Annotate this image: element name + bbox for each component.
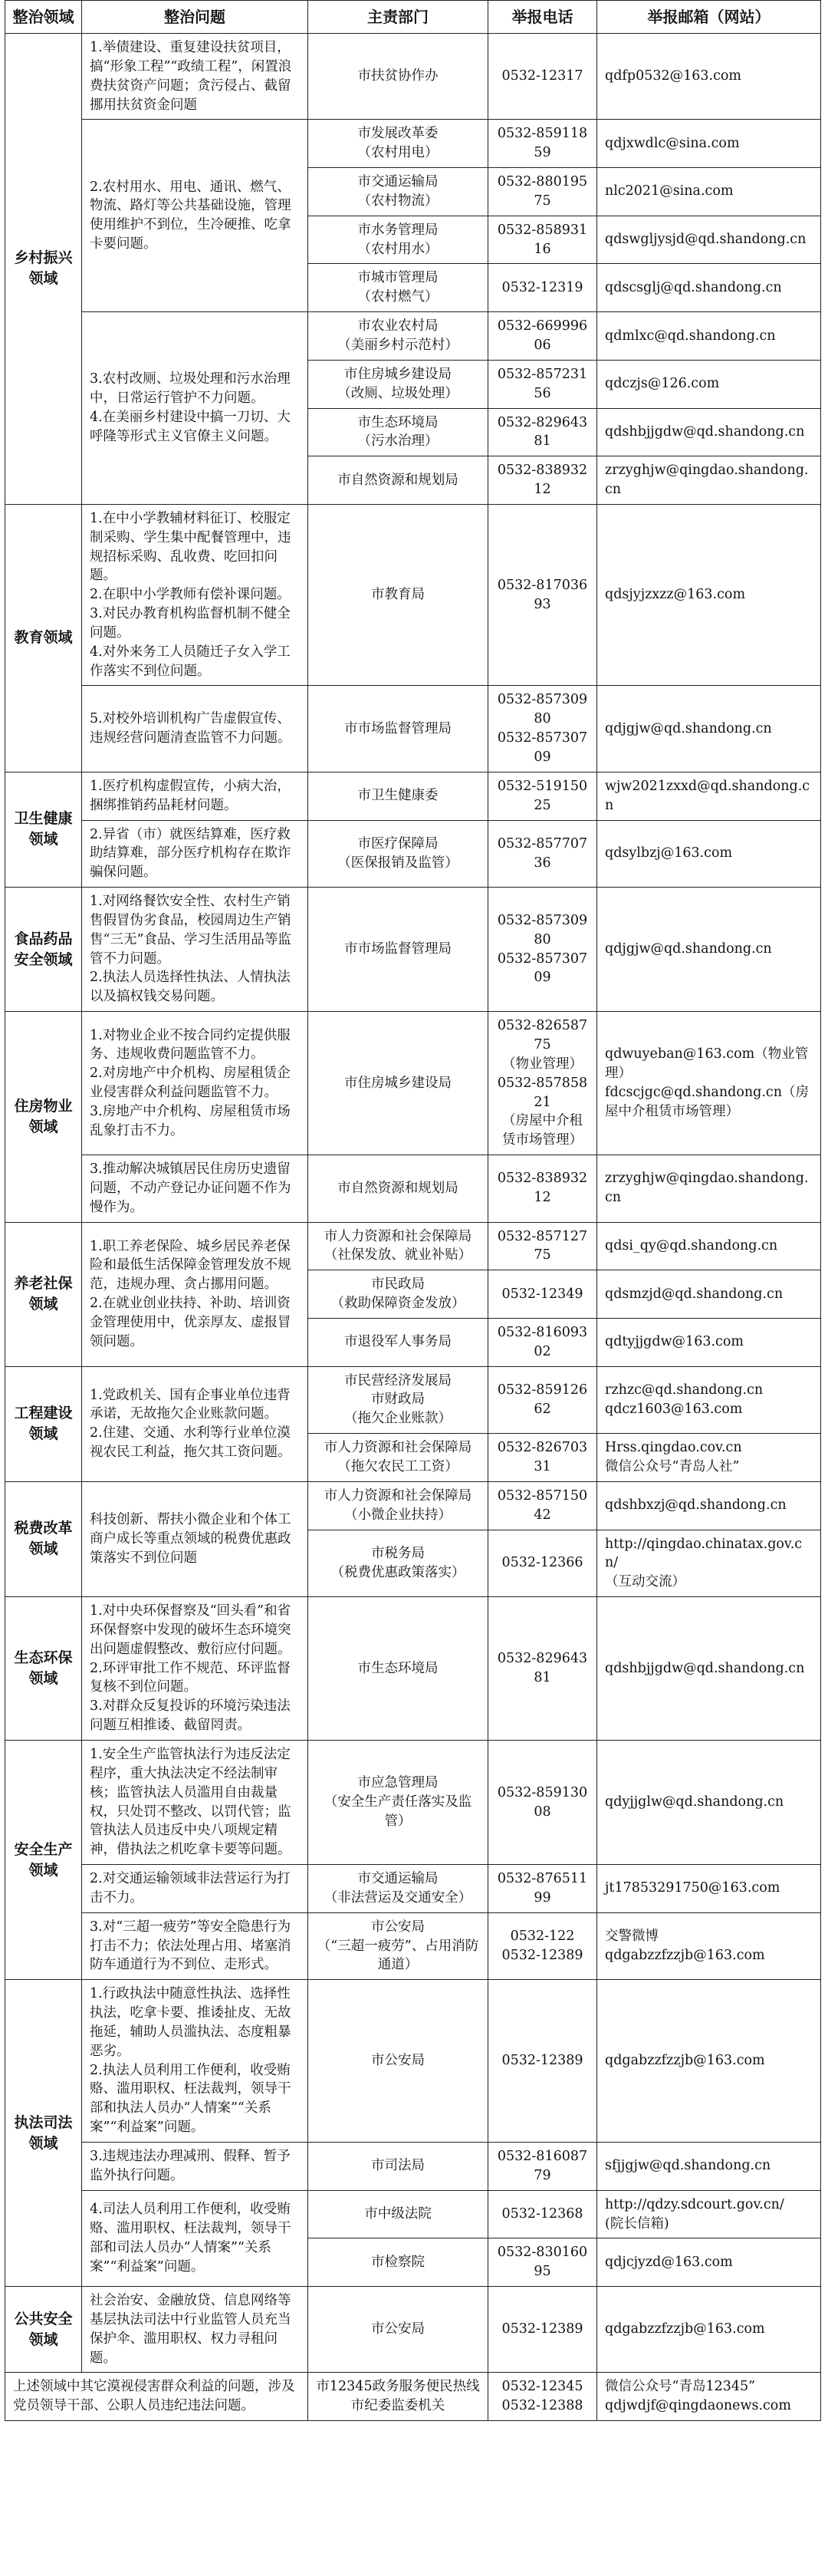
email-cell: qdjcjyzd@163.com xyxy=(597,2238,821,2287)
phone-cell: 0532-66999606 xyxy=(488,312,597,361)
table-row xyxy=(5,1980,821,2143)
email-cell: qdwuyeban@163.com（物业管理） fdcscjgc@qd.shandong.cn（房屋中介租赁市场管理） xyxy=(597,1012,821,1155)
dept-cell: 市医疗保障局 （医保报销及监管） xyxy=(308,820,488,888)
dept-cell: 市应急管理局 （安全生产责任落实及监管） xyxy=(308,1740,488,1864)
phone-cell: 0532-12349 xyxy=(488,1270,597,1319)
issue-cell: 4.司法人员利用工作便利，收受贿赂、滥用职权、枉法裁判，领导干部和司法人员办“人情案”“关系案”“利益案”问题。 xyxy=(82,2190,308,2286)
field-cell: 生态环保 领域 xyxy=(5,1597,82,1741)
table-row xyxy=(5,120,821,168)
dept-cell: 市自然资源和规划局 xyxy=(308,456,488,505)
issue-cell: 1.党政机关、国有企事业单位违背承诺，无故拖欠企业账款问题。 2.住建、交通、水利等行业单位漠视农民工利益，拖欠其工资问题。 xyxy=(82,1366,308,1481)
table-row xyxy=(5,686,821,772)
phone-cell: 0532-85893116 xyxy=(488,216,597,264)
table-row xyxy=(5,2143,821,2191)
phone-cell: 0532-82658775 （物业管理） 0532-85785821 （房屋中介租赁市场管理） xyxy=(488,1012,597,1155)
email-cell: jt17853291750@163.com xyxy=(597,1865,821,1913)
dept-cell: 市水务管理局 （农村用水） xyxy=(308,216,488,264)
issue-cell: 2.农村用水、用电、通讯、燃气、物流、路灯等公共基础设施，管理使用维护不到位，生冷硬推、吃拿卡要问题。 xyxy=(82,120,308,312)
issue-cell: 1.安全生产监管执法行为违反法定程序，重大执法决定不经法制审核；监管执法人员滥用自由裁量权，只处罚不整改、以罚代管；监管执法人员违反中央八项规定精神，借执法之机吃拿卡要等问题。 xyxy=(82,1740,308,1864)
table-row xyxy=(5,772,821,820)
email-cell: http://qingdao.chinatax.gov.cn/ （互动交流） xyxy=(597,1530,821,1597)
field-cell: 食品药品 安全领域 xyxy=(5,888,82,1012)
field-cell: 工程建设 领域 xyxy=(5,1366,82,1481)
table-row xyxy=(5,1912,821,1980)
email-cell: qdshbjjgdw@qd.shandong.cn xyxy=(597,1597,821,1741)
dept-cell: 市自然资源和规划局 xyxy=(308,1155,488,1223)
table-header-row xyxy=(5,1,821,34)
issue-cell: 5.对校外培训机构广告虚假宣传、违规经营问题清查监管不力问题。 xyxy=(82,686,308,772)
dept-cell: 市中级法院 xyxy=(308,2190,488,2238)
dept-cell: 市公安局 xyxy=(308,1980,488,2143)
dept-cell: 市扶贫协作办 xyxy=(308,34,488,120)
header-dept: 主责部门 xyxy=(308,1,488,34)
dept-cell: 市民政局 （救助保障资金发放） xyxy=(308,1270,488,1319)
table-row xyxy=(5,34,821,120)
table-row xyxy=(5,1597,821,1741)
dept-cell: 市人力资源和社会保障局 （社保发放、就业补贴） xyxy=(308,1222,488,1270)
issue-cell: 3.农村改厕、垃圾处理和污水治理中，日常运行管护不力问题。 4.在美丽乡村建设中搞一刀切、大呼隆等形式主义官僚主义问题。 xyxy=(82,312,308,505)
issue-cell: 1.对网络餐饮安全性、农村生产销售假冒伪劣食品，校园周边生产销售“三无”食品、学习生活用品等监管不力问题。 2.执法人员选择性执法、人情执法以及搞权钱交易问题。 xyxy=(82,888,308,1012)
email-cell: qdscsglj@qd.shandong.cn xyxy=(597,264,821,312)
issue-cell: 3.推动解决城镇居民住房历史遗留问题，不动产登记办证问题不作为慢作为。 xyxy=(82,1155,308,1223)
dept-cell: 市检察院 xyxy=(308,2238,488,2287)
email-cell: qdczjs@126.com xyxy=(597,360,821,408)
dept-cell: 市税务局 （税费优惠政策落实） xyxy=(308,1530,488,1597)
dept-cell: 市公安局 xyxy=(308,2287,488,2373)
email-cell: Hrss.qingdao.cov.cn 微信公众号“青岛人社” xyxy=(597,1434,821,1482)
email-cell: zrzyghjw@qingdao.shandong.cn xyxy=(597,1155,821,1223)
field-cell: 税费改革 领域 xyxy=(5,1481,82,1596)
closing-phone-cell: 0532-12345 0532-12388 xyxy=(488,2373,597,2421)
issue-cell: 1.举债建设、重复建设扶贫项目，搞“形象工程”“政绩工程”，闲置浪费扶贫资产问题；贪污侵占、截留挪用扶贫资金问题 xyxy=(82,34,308,120)
phone-cell: 0532-83016095 xyxy=(488,2238,597,2287)
table-row xyxy=(5,1481,821,1530)
dept-cell: 市教育局 xyxy=(308,504,488,686)
email-cell: rzhzc@qd.shandong.cn qdcz1603@163.com xyxy=(597,1366,821,1434)
phone-cell: 0532-85770736 xyxy=(488,820,597,888)
issue-cell: 3.违规违法办理减刑、假释、暂予监外执行问题。 xyxy=(82,2143,308,2191)
email-cell: qdshbjjgdw@qd.shandong.cn xyxy=(597,408,821,456)
field-cell: 养老社保 领域 xyxy=(5,1222,82,1366)
dept-cell: 市司法局 xyxy=(308,2143,488,2191)
issue-cell: 社会治安、金融放贷、信息网络等基层执法司法中行业监管人员充当保护伞、滥用职权、权力寻租问题。 xyxy=(82,2287,308,2373)
phone-cell: 0532-85723156 xyxy=(488,360,597,408)
issue-cell: 科技创新、帮扶小微企业和个体工商户成长等重点领域的税费优惠政策落实不到位问题 xyxy=(82,1481,308,1596)
email-cell: nlc2021@sina.com xyxy=(597,168,821,216)
phone-cell: 0532-85715042 xyxy=(488,1481,597,1530)
dept-cell: 市发展改革委 （农村用电） xyxy=(308,120,488,168)
dept-cell: 市市场监督管理局 xyxy=(308,686,488,772)
dept-cell: 市人力资源和社会保障局 （拖欠农民工工资） xyxy=(308,1434,488,1482)
dept-cell: 市住房城乡建设局 （改厕、垃圾处理） xyxy=(308,360,488,408)
email-cell: qdjgjw@qd.shandong.cn xyxy=(597,888,821,1012)
dept-cell: 市卫生健康委 xyxy=(308,772,488,820)
email-cell: qdsylbzj@163.com xyxy=(597,820,821,888)
phone-cell: 0532-85912662 xyxy=(488,1366,597,1434)
phone-cell: 0532-12368 xyxy=(488,2190,597,2238)
phone-cell: 0532-85730980 0532-85730709 xyxy=(488,888,597,1012)
table-row xyxy=(5,1865,821,1913)
table-body xyxy=(5,34,821,2421)
email-cell: qdjgjw@qd.shandong.cn xyxy=(597,686,821,772)
phone-cell: 0532-51915025 xyxy=(488,772,597,820)
email-cell: qdsi_qy@qd.shandong.cn xyxy=(597,1222,821,1270)
phone-cell: 0532-12366 xyxy=(488,1530,597,1597)
table-row xyxy=(5,1222,821,1270)
field-cell: 公共安全 领域 xyxy=(5,2287,82,2373)
phone-cell: 0532-12317 xyxy=(488,34,597,120)
table-row xyxy=(5,312,821,361)
email-cell: wjw2021zxxd@qd.shandong.cn xyxy=(597,772,821,820)
table-row xyxy=(5,2190,821,2238)
issue-cell: 1.对中央环保督察及“回头看”和省环保督察中发现的破坏生态环境突出问题虚假整改、敷衍应付问题。 2.环评审批工作不规范、环评监督复核不到位问题。 3.对群众反复投诉的环境污染违法问题互相推诿、截留罔责。 xyxy=(82,1597,308,1741)
field-cell: 住房物业 领域 xyxy=(5,1012,82,1222)
phone-cell: 0532-83893212 xyxy=(488,1155,597,1223)
dept-cell: 市交通运输局 （非法营运及交通安全） xyxy=(308,1865,488,1913)
issue-cell: 1.对物业企业不按合同约定提供服务、违规收费问题监管不力。 2.对房地产中介机构、房屋租赁企业侵害群众利益问题监管不力。 3.房地产中介机构、房屋租赁市场乱象打击不力。 xyxy=(82,1012,308,1155)
issue-cell: 2.对交通运输领域非法营运行为打击不力。 xyxy=(82,1865,308,1913)
dept-cell: 市人力资源和社会保障局 （小微企业扶持） xyxy=(308,1481,488,1530)
email-cell: sfjjgjw@qd.shandong.cn xyxy=(597,2143,821,2191)
phone-cell: 0532-12319 xyxy=(488,264,597,312)
phone-cell: 0532-85730980 0532-85730709 xyxy=(488,686,597,772)
table-row xyxy=(5,2287,821,2373)
email-cell: zrzyghjw@qingdao.shandong.cn xyxy=(597,456,821,505)
closing-email-cell: 微信公众号“青岛12345” qdjwdjf@qingdaonews.com xyxy=(597,2373,821,2421)
header-email: 举报邮箱（网站） xyxy=(597,1,821,34)
dept-cell: 市农业农村局 （美丽乡村示范村） xyxy=(308,312,488,361)
issue-cell: 1.在中小学教辅材料征订、校服定制采购、学生集中配餐管理中，违规招标采购、乱收费、吃回扣问题。 2.在职中小学教师有偿补课问题。 3.对民办教育机构监督机制不健全问题。 4.对外来务工人员随迁子女入学工作落实不到位问题。 xyxy=(82,504,308,686)
email-cell: qdmlxc@qd.shandong.cn xyxy=(597,312,821,361)
dept-cell: 市退役军人事务局 xyxy=(308,1318,488,1366)
phone-cell: 0532-85913008 xyxy=(488,1740,597,1864)
email-cell: qdgabzzfzzjb@163.com xyxy=(597,2287,821,2373)
table-row xyxy=(5,504,821,686)
email-cell: qdsjyjzxzz@163.com xyxy=(597,504,821,686)
phone-cell: 0532-82964381 xyxy=(488,1597,597,1741)
email-cell: qdswgljysjd@qd.shandong.cn xyxy=(597,216,821,264)
phone-cell: 0532-88019575 xyxy=(488,168,597,216)
header-issue: 整治问题 xyxy=(82,1,308,34)
field-cell: 安全生产 领域 xyxy=(5,1740,82,1979)
dept-cell: 市公安局 （“三超一疲劳”、占用消防通道） xyxy=(308,1912,488,1980)
header-field: 整治领域 xyxy=(5,1,82,34)
email-cell: qdfp0532@163.com xyxy=(597,34,821,120)
phone-cell: 0532-122 0532-12389 xyxy=(488,1912,597,1980)
issue-cell: 1.医疗机构虚假宣传，小病大治，捆绑推销药品耗材问题。 xyxy=(82,772,308,820)
phone-cell: 0532-81608779 xyxy=(488,2143,597,2191)
phone-cell: 0532-85712775 xyxy=(488,1222,597,1270)
email-cell: qdsmzjd@qd.shandong.cn xyxy=(597,1270,821,1319)
phone-cell: 0532-12389 xyxy=(488,1980,597,2143)
dept-cell: 市民营经济发展局 市财政局 （拖欠企业账款） xyxy=(308,1366,488,1434)
email-cell: 交警微博 qdgabzzfzzjb@163.com xyxy=(597,1912,821,1980)
email-cell: qdgabzzfzzjb@163.com xyxy=(597,1980,821,2143)
email-cell: qdyjjglw@qd.shandong.cn xyxy=(597,1740,821,1864)
table-row xyxy=(5,820,821,888)
issue-cell: 1.行政执法中随意性执法、选择性执法，吃拿卡要、推诿扯皮、无故拖延，辅助人员滥执法、态度粗暴恶劣。 2.执法人员利用工作便利，收受贿赂、滥用职权、枉法裁判，领导干部和执法人员办“人情案”“关系案”“利益案”问题。 xyxy=(82,1980,308,2143)
email-cell: qdtyjjgdw@163.com xyxy=(597,1318,821,1366)
closing-text-cell: 上述领域中其它漠视侵害群众利益的问题，涉及党员领导干部、公职人员违纪违法问题。 xyxy=(5,2373,308,2421)
dept-cell: 市住房城乡建设局 xyxy=(308,1012,488,1155)
dept-cell: 市生态环境局 （污水治理） xyxy=(308,408,488,456)
email-cell: qdjxwdlc@sina.com xyxy=(597,120,821,168)
issue-cell: 1.职工养老保险、城乡居民养老保险和最低生活保障金管理发放不规范，违规办理、贪占挪用问题。 2.在就业创业扶持、补助、培训资金管理使用中，优亲厚友、虚报冒领问题。 xyxy=(82,1222,308,1366)
email-cell: qdshbxzj@qd.shandong.cn xyxy=(597,1481,821,1530)
closing-dept-cell: 市12345政务服务便民热线 市纪委监委机关 xyxy=(308,2373,488,2421)
field-cell: 乡村振兴 领域 xyxy=(5,34,82,505)
table-row xyxy=(5,1366,821,1434)
phone-cell: 0532-12389 xyxy=(488,2287,597,2373)
dept-cell: 市城市管理局 （农村燃气） xyxy=(308,264,488,312)
field-cell: 卫生健康 领域 xyxy=(5,772,82,887)
phone-cell: 0532-81703693 xyxy=(488,504,597,686)
issue-cell: 3.对“三超一疲劳”等安全隐患行为打击不力；依法处理占用、堵塞消防车通道行为不到位、走形式。 xyxy=(82,1912,308,1980)
table-row xyxy=(5,1740,821,1864)
table-row xyxy=(5,888,821,1012)
table-row xyxy=(5,1012,821,1155)
field-cell: 执法司法 领域 xyxy=(5,1980,82,2287)
phone-cell: 0532-85911859 xyxy=(488,120,597,168)
phone-cell: 0532-82670331 xyxy=(488,1434,597,1482)
dept-cell: 市交通运输局 （农村物流） xyxy=(308,168,488,216)
header-phone: 举报电话 xyxy=(488,1,597,34)
dept-cell: 市生态环境局 xyxy=(308,1597,488,1741)
email-cell: http://qdzy.sdcourt.gov.cn/ (院长信箱) xyxy=(597,2190,821,2238)
phone-cell: 0532-83893212 xyxy=(488,456,597,505)
issue-cell: 2.异省（市）就医结算难，医疗救助结算难，部分医疗机构存在欺诈骗保问题。 xyxy=(82,820,308,888)
closing-row xyxy=(5,2373,821,2421)
phone-cell: 0532-87651199 xyxy=(488,1865,597,1913)
rectification-table xyxy=(5,0,821,2421)
table-row xyxy=(5,1155,821,1223)
phone-cell: 0532-81609302 xyxy=(488,1318,597,1366)
phone-cell: 0532-82964381 xyxy=(488,408,597,456)
field-cell: 教育领域 xyxy=(5,504,82,772)
dept-cell: 市市场监督管理局 xyxy=(308,888,488,1012)
